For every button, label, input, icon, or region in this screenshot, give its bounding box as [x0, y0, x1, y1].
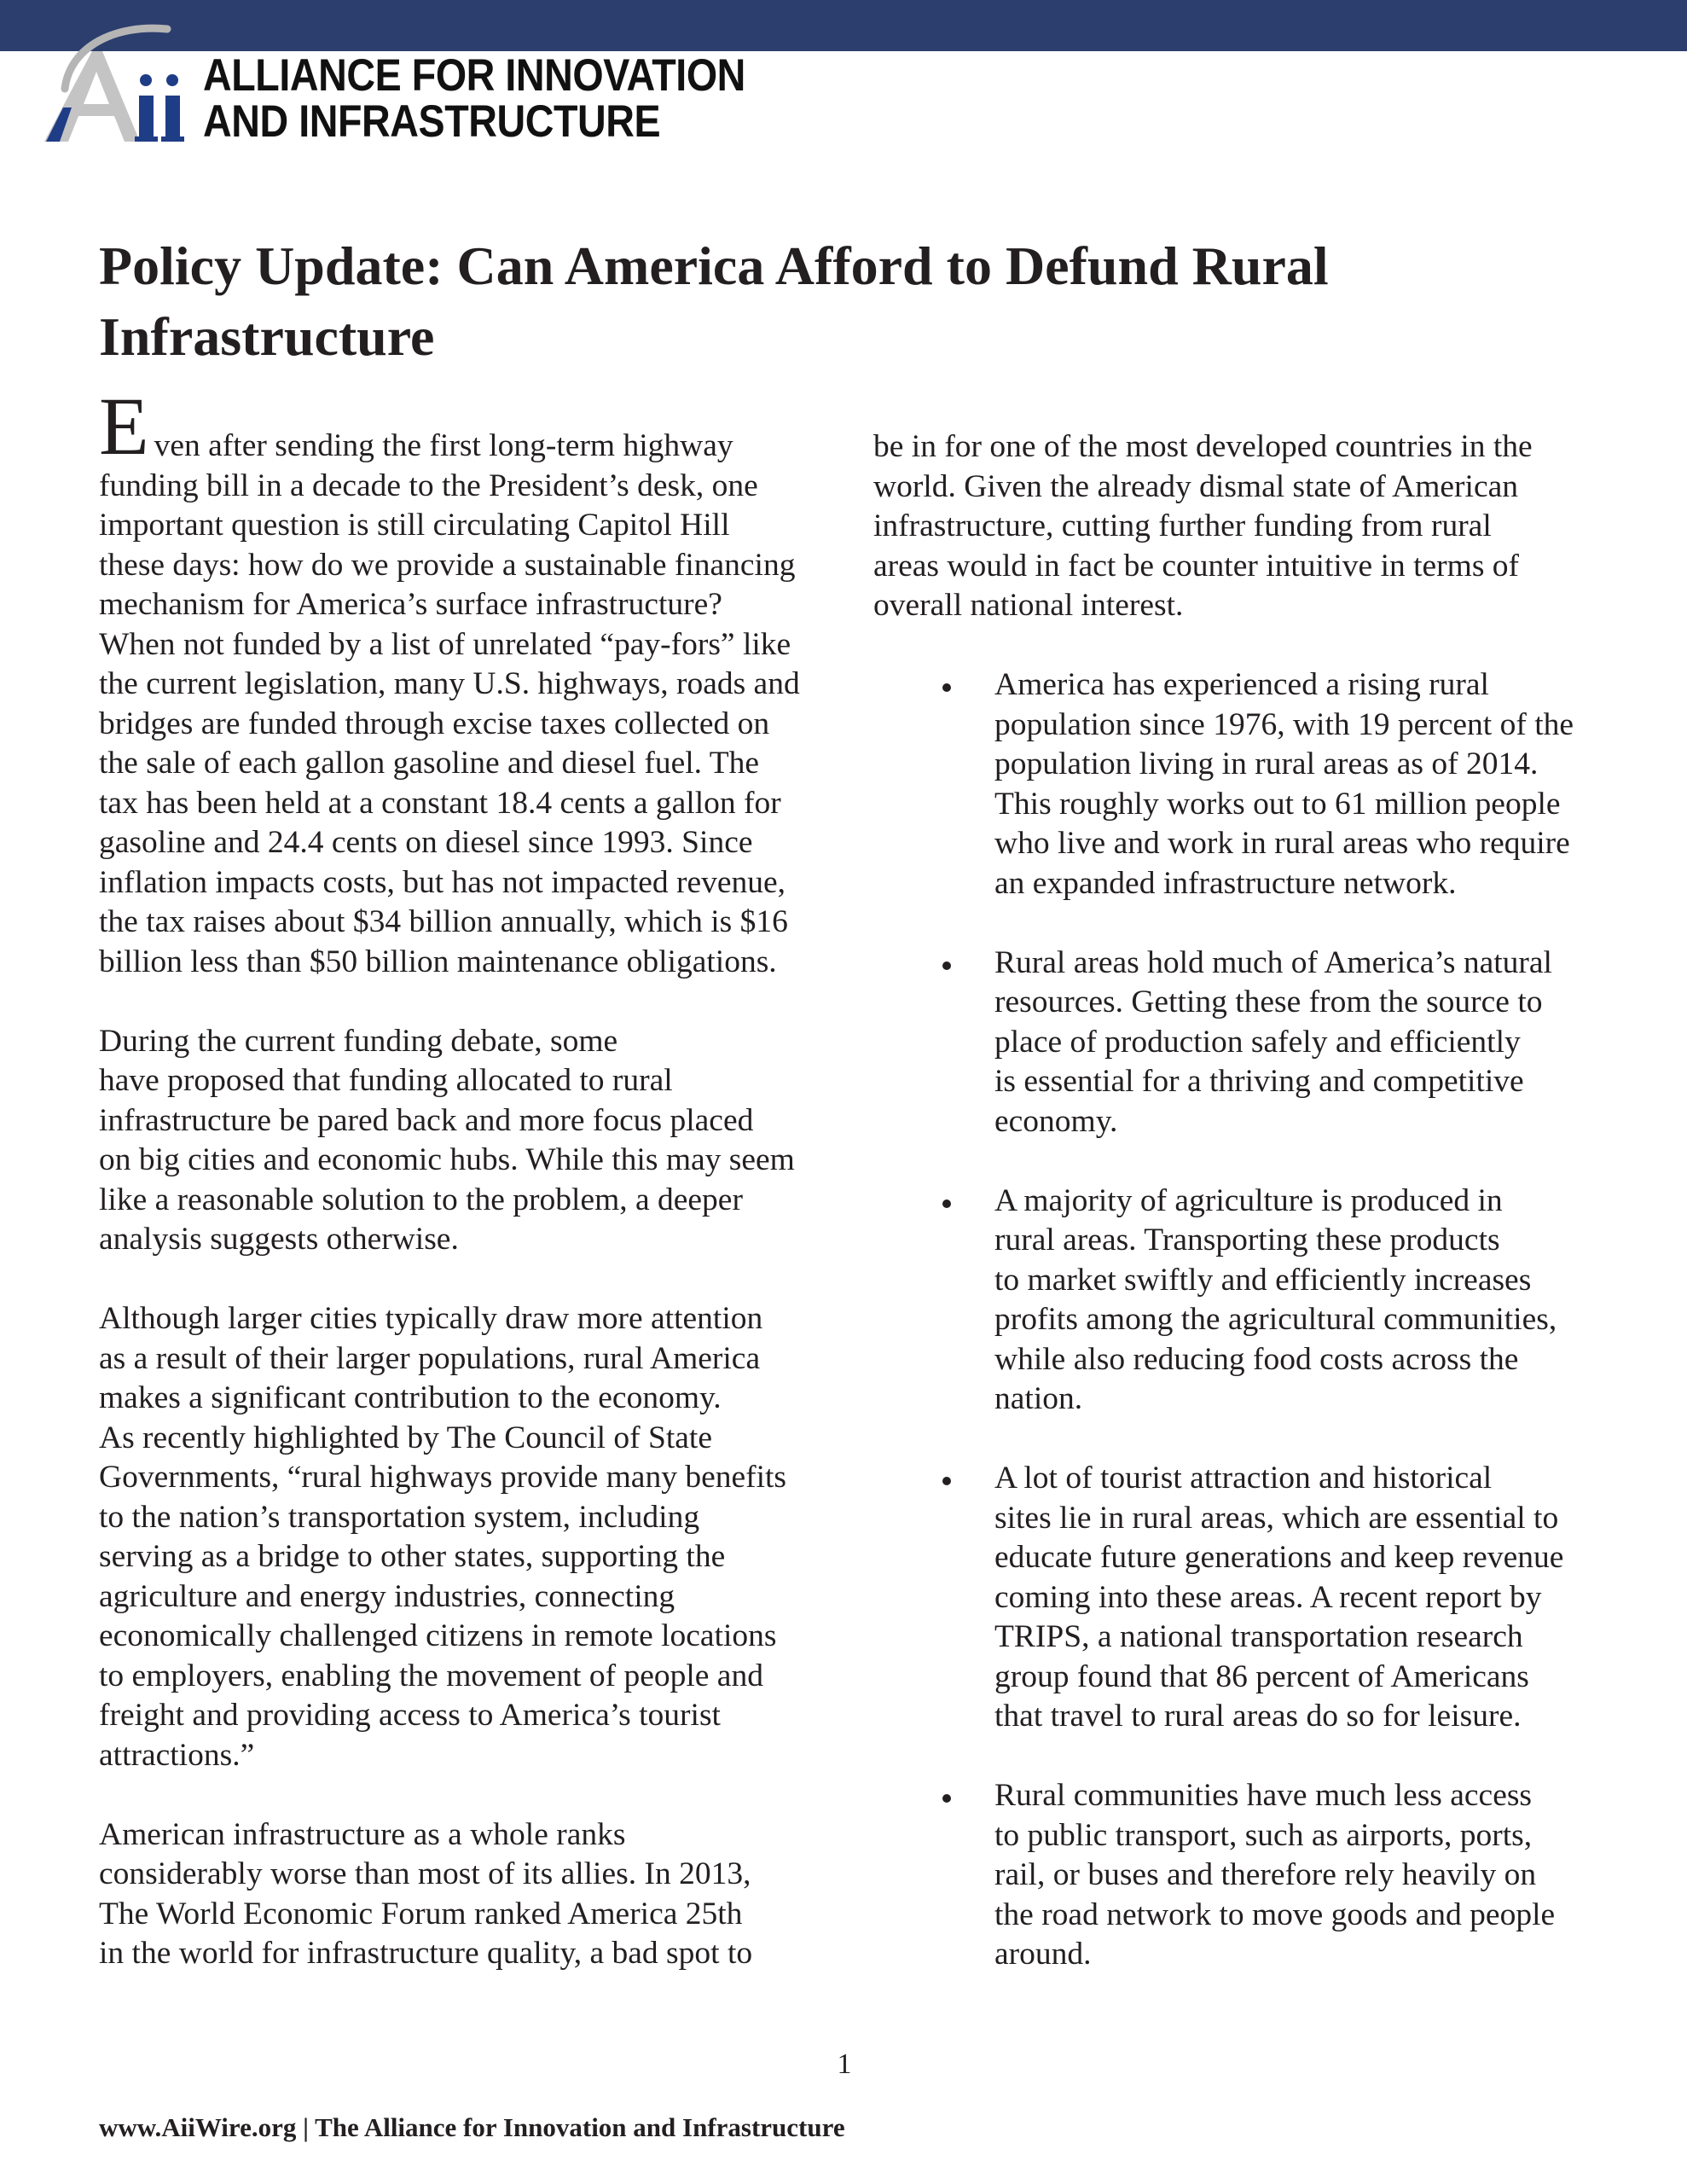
- paragraph-line: to the nation’s transportation system, including: [99, 1499, 700, 1535]
- list-item: [873, 1459, 1607, 1737]
- paragraph-line: mechanism for America’s surface infrastructure?: [99, 587, 722, 622]
- bullet-icon: [942, 1794, 951, 1803]
- page-title: [99, 230, 1481, 372]
- paragraph-line: tax has been held at a constant 18.4 cents a gallon for: [99, 785, 781, 821]
- bullet-list: [873, 665, 1607, 1975]
- bullet-line: who live and work in rural areas who require: [994, 826, 1570, 861]
- bullet-line: that travel to rural areas do so for leisure.: [994, 1699, 1522, 1734]
- footer-text: www.AiiWire.org | The Alliance for Innovation and Infrastructure: [99, 2112, 845, 2142]
- bullet-line: population since 1976, with 19 percent of the: [994, 706, 1574, 742]
- paragraph-line: analysis suggests otherwise.: [99, 1222, 459, 1257]
- page-number: 1: [837, 2048, 852, 2080]
- bullet-line: to market swiftly and efficiently increases: [994, 1262, 1532, 1298]
- list-item: [873, 1776, 1607, 1975]
- paragraph-line: billion less than $50 billion maintenance obligations.: [99, 944, 777, 979]
- paragraph-line: in the world for infrastructure quality, a bad spot to: [99, 1936, 753, 1971]
- bullet-line: rural areas. Transporting these products: [994, 1223, 1500, 1258]
- aii-logo-icon: [39, 22, 193, 150]
- bullet-line: the road network to move goods and people: [994, 1896, 1556, 1932]
- paragraph-line: ven after sending the first long-term highway: [154, 428, 733, 463]
- bullet-line: is essential for a thriving and competitive: [994, 1064, 1524, 1099]
- bullet-line: place of production safely and efficiently: [994, 1024, 1521, 1060]
- paragraph-line: like a reasonable solution to the problem, a deeper: [99, 1182, 743, 1217]
- bullet-line: Rural areas hold much of America’s natural: [994, 944, 1552, 980]
- paragraph-line: economically challenged citizens in remote locations: [99, 1618, 777, 1653]
- paragraph-line: Although larger cities typically draw more attention: [99, 1301, 763, 1336]
- bullet-line: nation.: [994, 1381, 1083, 1416]
- paragraph-line: as a result of their larger populations, rural America: [99, 1340, 761, 1376]
- bullet-line: resources. Getting these from the source to: [994, 985, 1543, 1019]
- paragraph-line: funding bill in a decade to the President’s desk, one: [99, 468, 758, 503]
- paragraph-line: As recently highlighted by The Council of State: [99, 1420, 712, 1455]
- organization-name-line-1: ALLIANCE FOR INNOVATION: [203, 50, 745, 101]
- paragraph-line: The World Economic Forum ranked America 25th: [99, 1896, 743, 1931]
- paragraph-line: overall national interest.: [873, 588, 1184, 623]
- bullet-line: America has experienced a rising rural: [994, 667, 1489, 702]
- bullet-line: population living in rural areas as of 2014.: [994, 746, 1539, 781]
- left-column: [99, 380, 832, 2013]
- paragraph-line: the tax raises about $34 billion annually, which is $16: [99, 904, 788, 939]
- bullet-line: TRIPS, a national transportation research: [994, 1619, 1523, 1654]
- title-line-1: Policy Update: Can America Afford to Defund Rural: [99, 235, 1329, 296]
- organization-name-line-2: AND INFRASTRUCTURE: [203, 96, 661, 147]
- paragraph-line: to employers, enabling the movement of people and: [99, 1658, 763, 1693]
- paragraph-line: inflation impacts costs, but has not impacted revenue,: [99, 864, 786, 900]
- bullet-icon: [942, 1477, 951, 1485]
- drop-cap: E: [99, 380, 149, 472]
- paragraph-line: these days: how do we provide a sustainable financing: [99, 547, 796, 583]
- right-column: [873, 427, 1607, 2014]
- list-item: [873, 944, 1607, 1142]
- bullet-line: coming into these areas. A recent report by: [994, 1579, 1542, 1615]
- bullet-line: an expanded infrastructure network.: [994, 865, 1457, 901]
- paragraph-line: agriculture and energy industries, connecting: [99, 1578, 675, 1614]
- paragraph-line: have proposed that funding allocated to rural: [99, 1063, 673, 1098]
- title-line-2: Infrastructure: [99, 306, 435, 367]
- bullet-line: group found that 86 percent of Americans: [994, 1658, 1529, 1694]
- organization-logo: [39, 22, 745, 150]
- bullet-line: This roughly works out to 61 million people: [994, 786, 1561, 822]
- paragraph-line: freight and providing access to America’s tourist: [99, 1698, 721, 1733]
- paragraph-line: bridges are funded through excise taxes collected on: [99, 706, 770, 741]
- paragraph-line: world. Given the already dismal state of American: [873, 468, 1519, 504]
- paragraph-line: American infrastructure as a whole ranks: [99, 1816, 626, 1852]
- paragraph-line: be in for one of the most developed countries in the: [873, 429, 1533, 464]
- bullet-line: while also reducing food costs across the: [994, 1341, 1519, 1377]
- paragraph-line: the sale of each gallon gasoline and diesel fuel. The: [99, 746, 760, 781]
- paragraph-line: the current legislation, many U.S. highways, roads and: [99, 666, 800, 701]
- paragraph-line: infrastructure, cutting further funding from rural: [873, 508, 1492, 543]
- bullet-line: to public transport, such as airports, ports,: [994, 1817, 1533, 1853]
- bullet-line: A majority of agriculture is produced in: [994, 1182, 1503, 1218]
- bullet-line: rail, or buses and therefore rely heavily on: [994, 1857, 1537, 1892]
- organization-name: [203, 50, 745, 147]
- rural-contribution-paragraph: [99, 1299, 832, 1775]
- paragraph-body: [99, 467, 832, 983]
- paragraph-line: infrastructure be pared back and more focus placed: [99, 1102, 754, 1138]
- bullet-line: educate future generations and keep revenue: [994, 1540, 1564, 1575]
- paragraph-line: attractions.”: [99, 1737, 255, 1773]
- bullet-line: Rural communities have much less access: [994, 1778, 1533, 1813]
- list-item: [873, 1182, 1607, 1420]
- continuation-paragraph: [873, 427, 1607, 626]
- bullet-icon: [942, 961, 951, 970]
- funding-debate-paragraph: [99, 1022, 832, 1260]
- paragraph-line: serving as a bridge to other states, supporting the: [99, 1539, 726, 1574]
- list-item: [873, 665, 1607, 903]
- paragraph-line: gasoline and 24.4 cents on diesel since 1993. Since: [99, 825, 753, 860]
- paragraph-line: When not funded by a list of unrelated “pay-fors” like: [99, 626, 791, 662]
- bullet-line: sites lie in rural areas, which are essential to: [994, 1500, 1559, 1536]
- bullet-line: profits among the agricultural communities,: [994, 1302, 1557, 1337]
- bullet-line: around.: [994, 1937, 1092, 1972]
- paragraph-line: on big cities and economic hubs. While this may seem: [99, 1142, 795, 1177]
- bullet-icon: [942, 1199, 951, 1208]
- bullet-line: economy.: [994, 1103, 1118, 1139]
- paragraph-line: During the current funding debate, some: [99, 1023, 618, 1059]
- bullet-line: A lot of tourist attraction and historical: [994, 1461, 1493, 1496]
- paragraph-line: Governments, “rural highways provide many benefits: [99, 1460, 787, 1495]
- intro-paragraph: [99, 380, 832, 982]
- paragraph-line: makes a significant contribution to the economy.: [99, 1380, 722, 1415]
- paragraph-line: considerably worse than most of its allies. In 2013,: [99, 1856, 751, 1891]
- paragraph-line: important question is still circulating Capitol Hill: [99, 508, 730, 543]
- bullet-icon: [942, 683, 951, 692]
- paragraph-line: areas would in fact be counter intuitive in terms of: [873, 548, 1520, 584]
- infrastructure-ranking-paragraph: [99, 1815, 832, 1974]
